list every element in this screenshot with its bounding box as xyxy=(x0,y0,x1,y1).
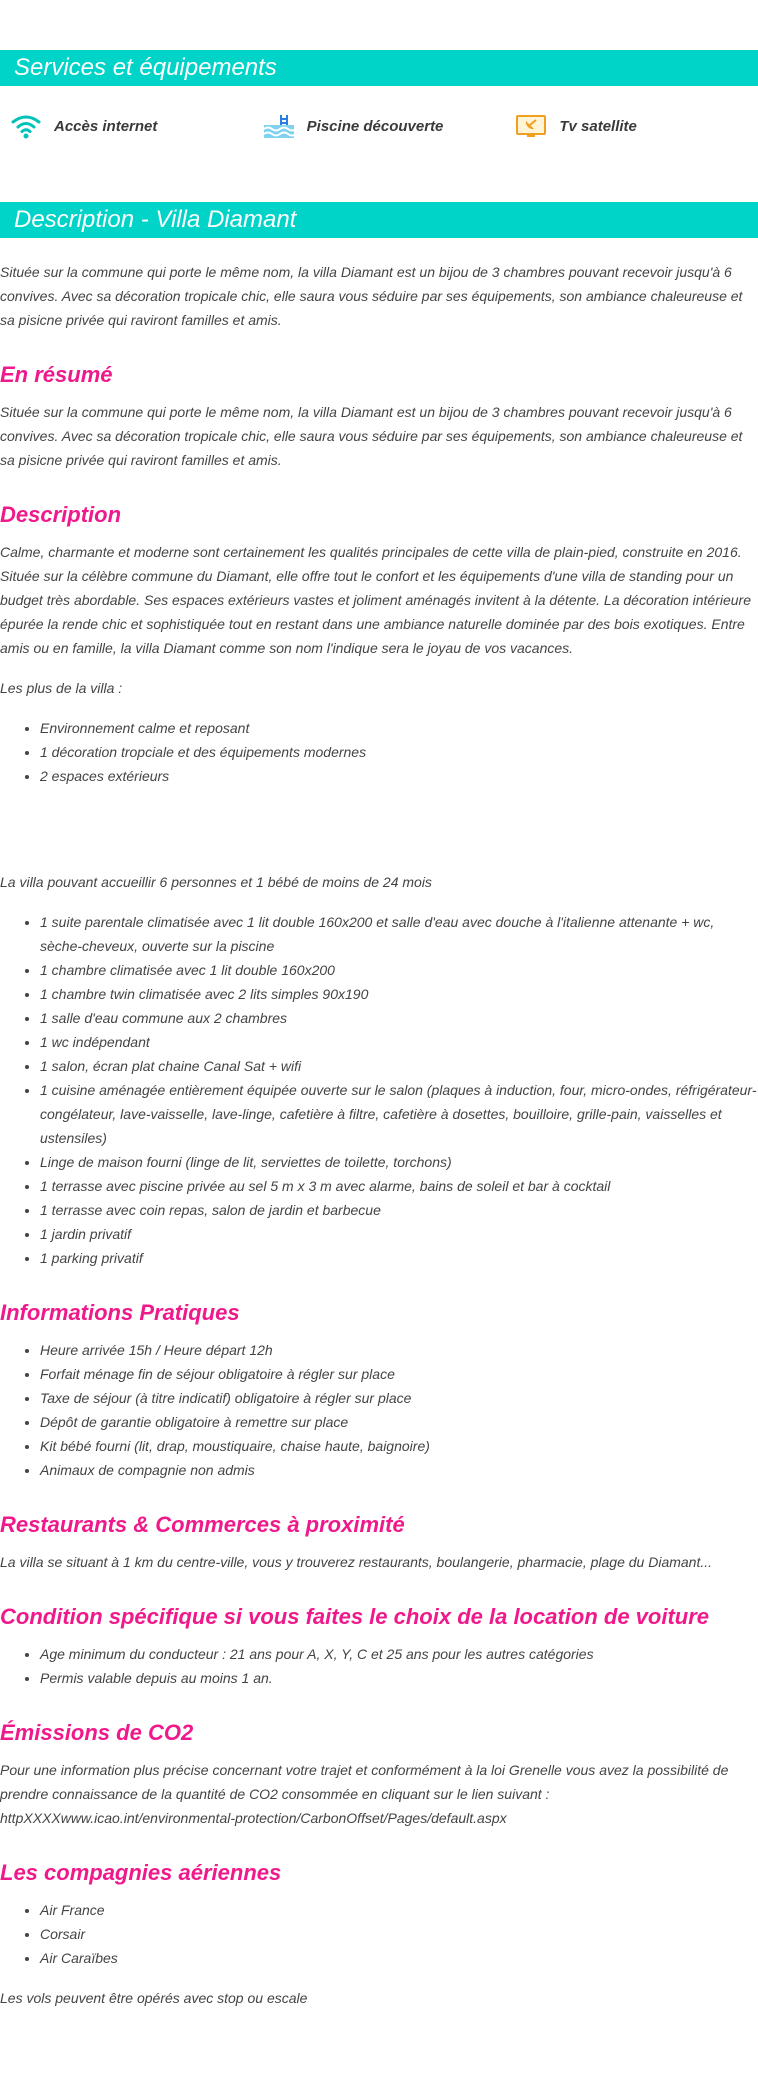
list-item: • 1 jardin privatif xyxy=(40,1222,758,1246)
list-item: • 1 suite parentale climatisée avec 1 lit double 160x200 et salle d'eau avec douche à l'italienne attenante + wc, sèche-cheveux, ouverte sur la piscine xyxy=(40,910,758,958)
list-item: • 1 salon, écran plat chaine Canal Sat + wifi xyxy=(40,1054,758,1078)
list-item: • 1 salle d'eau commune aux 2 chambres xyxy=(40,1006,758,1030)
service-internet xyxy=(0,113,253,139)
list-item: • 1 terrasse avec piscine privée au sel 5 m x 3 m avec alarme, bains de soleil et bar à cocktail xyxy=(40,1174,758,1198)
list-item: • Air France xyxy=(40,1898,758,1922)
list-item: • Dépôt de garantie obligatoire à remettre sur place xyxy=(40,1410,758,1434)
service-label: Accès internet xyxy=(54,117,158,135)
list-item: • Taxe de séjour (à titre indicatif) obligatoire à régler sur place xyxy=(40,1386,758,1410)
description-text: Calme, charmante et moderne sont certainement les qualités principales de cette villa de plain-pied, construite en 2016. Située sur la célèbre commune du Diamant, elle offre tout le confort et les équipements d'une villa de standing pour un budget très abordable. Ses espaces extérieurs vastes et joliment aménagés invitent à la détente. La décoration intérieure épurée la rende chic et sophistiquée tout en restant dans une ambiance naturelle dominée par des bois exotiques. Entre amis ou en famille, la villa Diamant comme son nom l'indique sera le joyau de vos vacances. xyxy=(0,544,752,656)
restaurants-text: La villa se situant à 1 km du centre-ville, vous y trouverez restaurants, boulangerie, pharmacie, plage du Diamant... xyxy=(0,1554,713,1570)
list-item: • Environnement calme et reposant xyxy=(40,716,758,740)
list-item: • 1 terrasse avec coin repas, salon de jardin et barbecue xyxy=(40,1198,758,1222)
service-pool xyxy=(253,113,506,139)
list-item: • 1 décoration tropciale et des équipements modernes xyxy=(40,740,758,764)
service-label: Tv satellite xyxy=(559,117,637,135)
plus-label: Les plus de la villa : xyxy=(0,680,123,696)
airlines-note: Les vols peuvent être opérés avec stop ou escale xyxy=(0,1990,308,2006)
airlines-list xyxy=(0,1898,758,1970)
list-item: • 1 chambre climatisée avec 1 lit double 160x200 xyxy=(40,958,758,982)
car-condition-heading: Condition spécifique si vous faites le choix de la location de voiture xyxy=(0,1604,710,1629)
list-item: • Corsair xyxy=(40,1922,758,1946)
satellite-tv-icon xyxy=(515,113,547,139)
rooms-list xyxy=(0,910,758,1270)
list-item: • Age minimum du conducteur : 21 ans pour A, X, Y, C et 25 ans pour les autres catégories xyxy=(40,1642,758,1666)
services-banner: Services et équipements xyxy=(0,50,758,86)
list-item: • 1 wc indépendant xyxy=(40,1030,758,1054)
list-item: • 2 espaces extérieurs xyxy=(40,764,758,788)
list-item: • Animaux de compagnie non admis xyxy=(40,1458,758,1482)
list-item: • Forfait ménage fin de séjour obligatoire à régler sur place xyxy=(40,1362,758,1386)
practical-list xyxy=(0,1338,758,1482)
list-item: • Kit bébé fourni (lit, drap, moustiquaire, chaise haute, baignoire) xyxy=(40,1434,758,1458)
list-item: • 1 chambre twin climatisée avec 2 lits simples 90x190 xyxy=(40,982,758,1006)
service-tv xyxy=(505,113,758,139)
list-item: • Heure arrivée 15h / Heure départ 12h xyxy=(40,1338,758,1362)
plus-list xyxy=(0,716,758,788)
pool-icon xyxy=(263,113,295,139)
description-heading: Description xyxy=(0,502,122,527)
co2-heading: Émissions de CO2 xyxy=(0,1720,194,1745)
description-banner: Description - Villa Diamant xyxy=(0,202,758,238)
summary-heading: En résumé xyxy=(0,362,113,387)
co2-text: Pour une information plus précise concernant votre trajet et conformément à la loi Grenelle vous avez la possibilité de prendre connaissance de la quantité de CO2 consommée en cliquant sur le lien suivant : httpXXXXwww.icao.int/environmental-protection/CarbonOffset/Pages/default.aspx xyxy=(0,1762,729,1826)
practical-heading: Informations Pratiques xyxy=(0,1300,240,1325)
page xyxy=(0,50,758,2010)
service-label: Piscine découverte xyxy=(306,117,444,135)
airlines-heading: Les compagnies aériennes xyxy=(0,1860,282,1885)
services-list xyxy=(0,96,758,156)
list-item: • 1 parking privatif xyxy=(40,1246,758,1270)
restaurants-heading: Restaurants & Commerces à proximité xyxy=(0,1512,405,1537)
intro-text: Située sur la commune qui porte le même nom, la villa Diamant est un bijou de 3 chambres pouvant recevoir jusqu'à 6 convives. Avec sa décoration tropicale chic, elle saura vous séduire par ses équipements, son ambiance chaleureuse et sa pisicne privée qui raviront familles et amis. xyxy=(0,264,743,328)
car-condition-list xyxy=(0,1642,758,1690)
list-item: • 1 cuisine aménagée entièrement équipée ouverte sur le salon (plaques à induction, four, micro-ondes, réfrigérateur-congélateur, lave-vaisselle, lave-linge, cafetière à filtre, cafetière à dosettes, bouilloire, grille-pain, vaisselles et ustensiles) xyxy=(40,1078,758,1150)
summary-text: Située sur la commune qui porte le même nom, la villa Diamant est un bijou de 3 chambres pouvant recevoir jusqu'à 6 convives. Avec sa décoration tropicale chic, elle saura vous séduire par ses équipements, son ambiance chaleureuse et sa pisicne privée qui raviront familles et amis. xyxy=(0,404,743,468)
capacity-text: La villa pouvant accueillir 6 personnes et 1 bébé de moins de 24 mois xyxy=(0,874,432,890)
list-item: • Linge de maison fourni (linge de lit, serviettes de toilette, torchons) xyxy=(40,1150,758,1174)
list-item: • Permis valable depuis au moins 1 an. xyxy=(40,1666,758,1690)
wifi-icon xyxy=(10,113,42,139)
list-item: • Air Caraïbes xyxy=(40,1946,758,1970)
